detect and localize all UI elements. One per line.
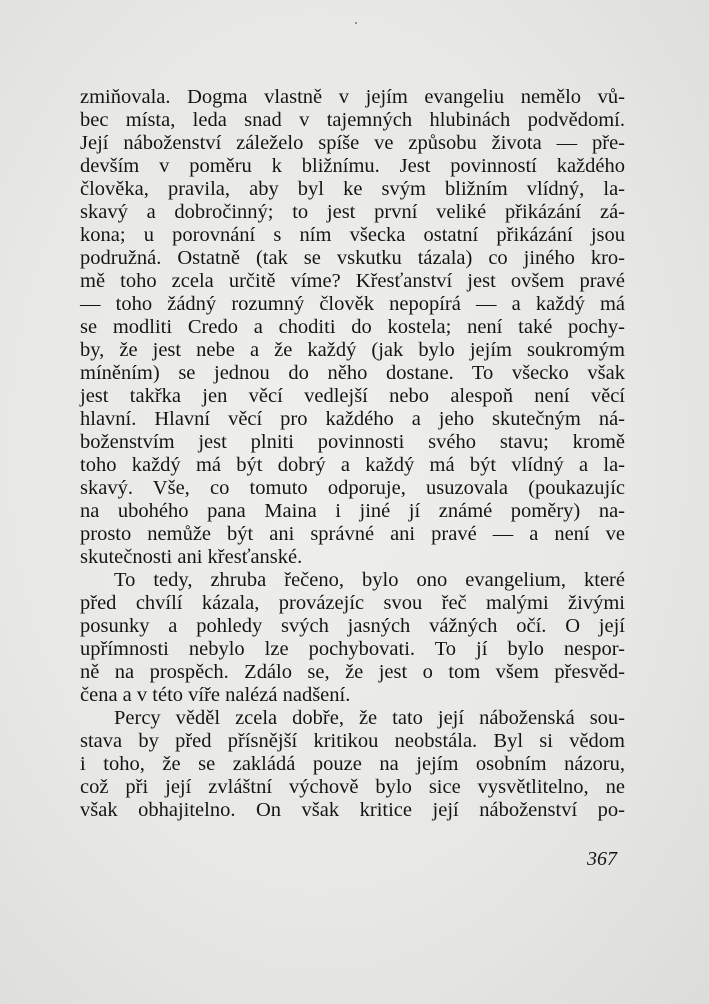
text-line: ně na prospěch. Zdálo se, že jest o tom všem přesvěd- xyxy=(80,661,625,683)
speck-mark xyxy=(355,22,357,24)
text-line: boženstvím jest plniti povinnosti svého stavu; kromě xyxy=(80,431,625,453)
text-line: skutečnosti ani křesťanské. xyxy=(80,546,303,568)
text-line: prosto nemůže být ani správné ani pravé — a není ve xyxy=(80,523,625,545)
text-line: hlavní. Hlavní věcí pro každého a jeho skutečným ná- xyxy=(80,408,625,430)
text-line: devším v poměru k bližnímu. Jest povinností každého xyxy=(80,155,625,177)
text-line: Její náboženství záleželo spíše ve způsobu života — pře- xyxy=(80,132,625,154)
text-line: člověka, pravila, aby byl ke svým bližním vlídný, la- xyxy=(80,178,625,200)
text-line: na ubohého pana Maina i jiné jí známé poměry) na- xyxy=(80,500,625,522)
text-line: stava by před přísnější kritikou neobstála. Byl si vědom xyxy=(80,730,625,752)
text-line: i toho, že se zakládá pouze na jejím osobním názoru, xyxy=(80,753,625,775)
text-line: se modliti Credo a choditi do kostela; není také pochy- xyxy=(80,316,625,338)
text-line: míněním) se jednou do něho dostane. To všecko však xyxy=(80,362,625,384)
text-line: zmiňovala. Dogma vlastně v jejím evangeliu nemělo vů- xyxy=(80,86,625,108)
text-line: před chvílí kázala, provázejíc svou řeč malými živými xyxy=(80,592,625,614)
text-line: upřímnosti nebylo lze pochybovati. To jí bylo nespor- xyxy=(80,638,625,660)
text-line: toho každý má být dobrý a každý má být vlídný a la- xyxy=(80,454,625,476)
page-number: 367 xyxy=(587,848,617,870)
text-line: To tedy, zhruba řečeno, bylo ono evangelium, které xyxy=(114,569,625,591)
text-line: skavý a dobročinný; to jest první veliké přikázání zá- xyxy=(80,201,625,223)
text-line: což při její zvláštní výchově bylo sice vysvětlitelno, ne xyxy=(80,776,625,798)
text-line: by, že jest nebe a že každý (jak bylo jejím soukromým xyxy=(80,339,625,361)
text-line: mě toho zcela určitě víme? Křesťanství jest ovšem pravé xyxy=(80,270,625,292)
text-line: kona; u porovnání s ním všecka ostatní přikázání jsou xyxy=(80,224,625,246)
text-line: — toho žádný rozumný člověk nepopírá — a každý má xyxy=(80,293,625,315)
text-line: Percy věděl zcela dobře, že tato její náboženská sou- xyxy=(114,707,625,729)
text-line: podružná. Ostatně (tak se vskutku tázala) co jiného kro- xyxy=(80,247,625,269)
text-line: čena a v této víře nalézá nadšení. xyxy=(80,684,351,706)
body-text xyxy=(80,86,625,822)
text-line: skavý. Vše, co tomuto odporuje, usuzovala (poukazujíc xyxy=(80,477,625,499)
text-line: bec místa, leda snad v tajemných hlubinách podvědomí. xyxy=(80,109,625,131)
text-line: však obhajitelno. On však kritice její náboženství po- xyxy=(80,799,625,821)
text-line: jest takřka jen věcí vedlejší nebo alespoň není věcí xyxy=(80,385,625,407)
text-line: posunky a pohledy svých jasných vážných očí. O její xyxy=(80,615,625,637)
